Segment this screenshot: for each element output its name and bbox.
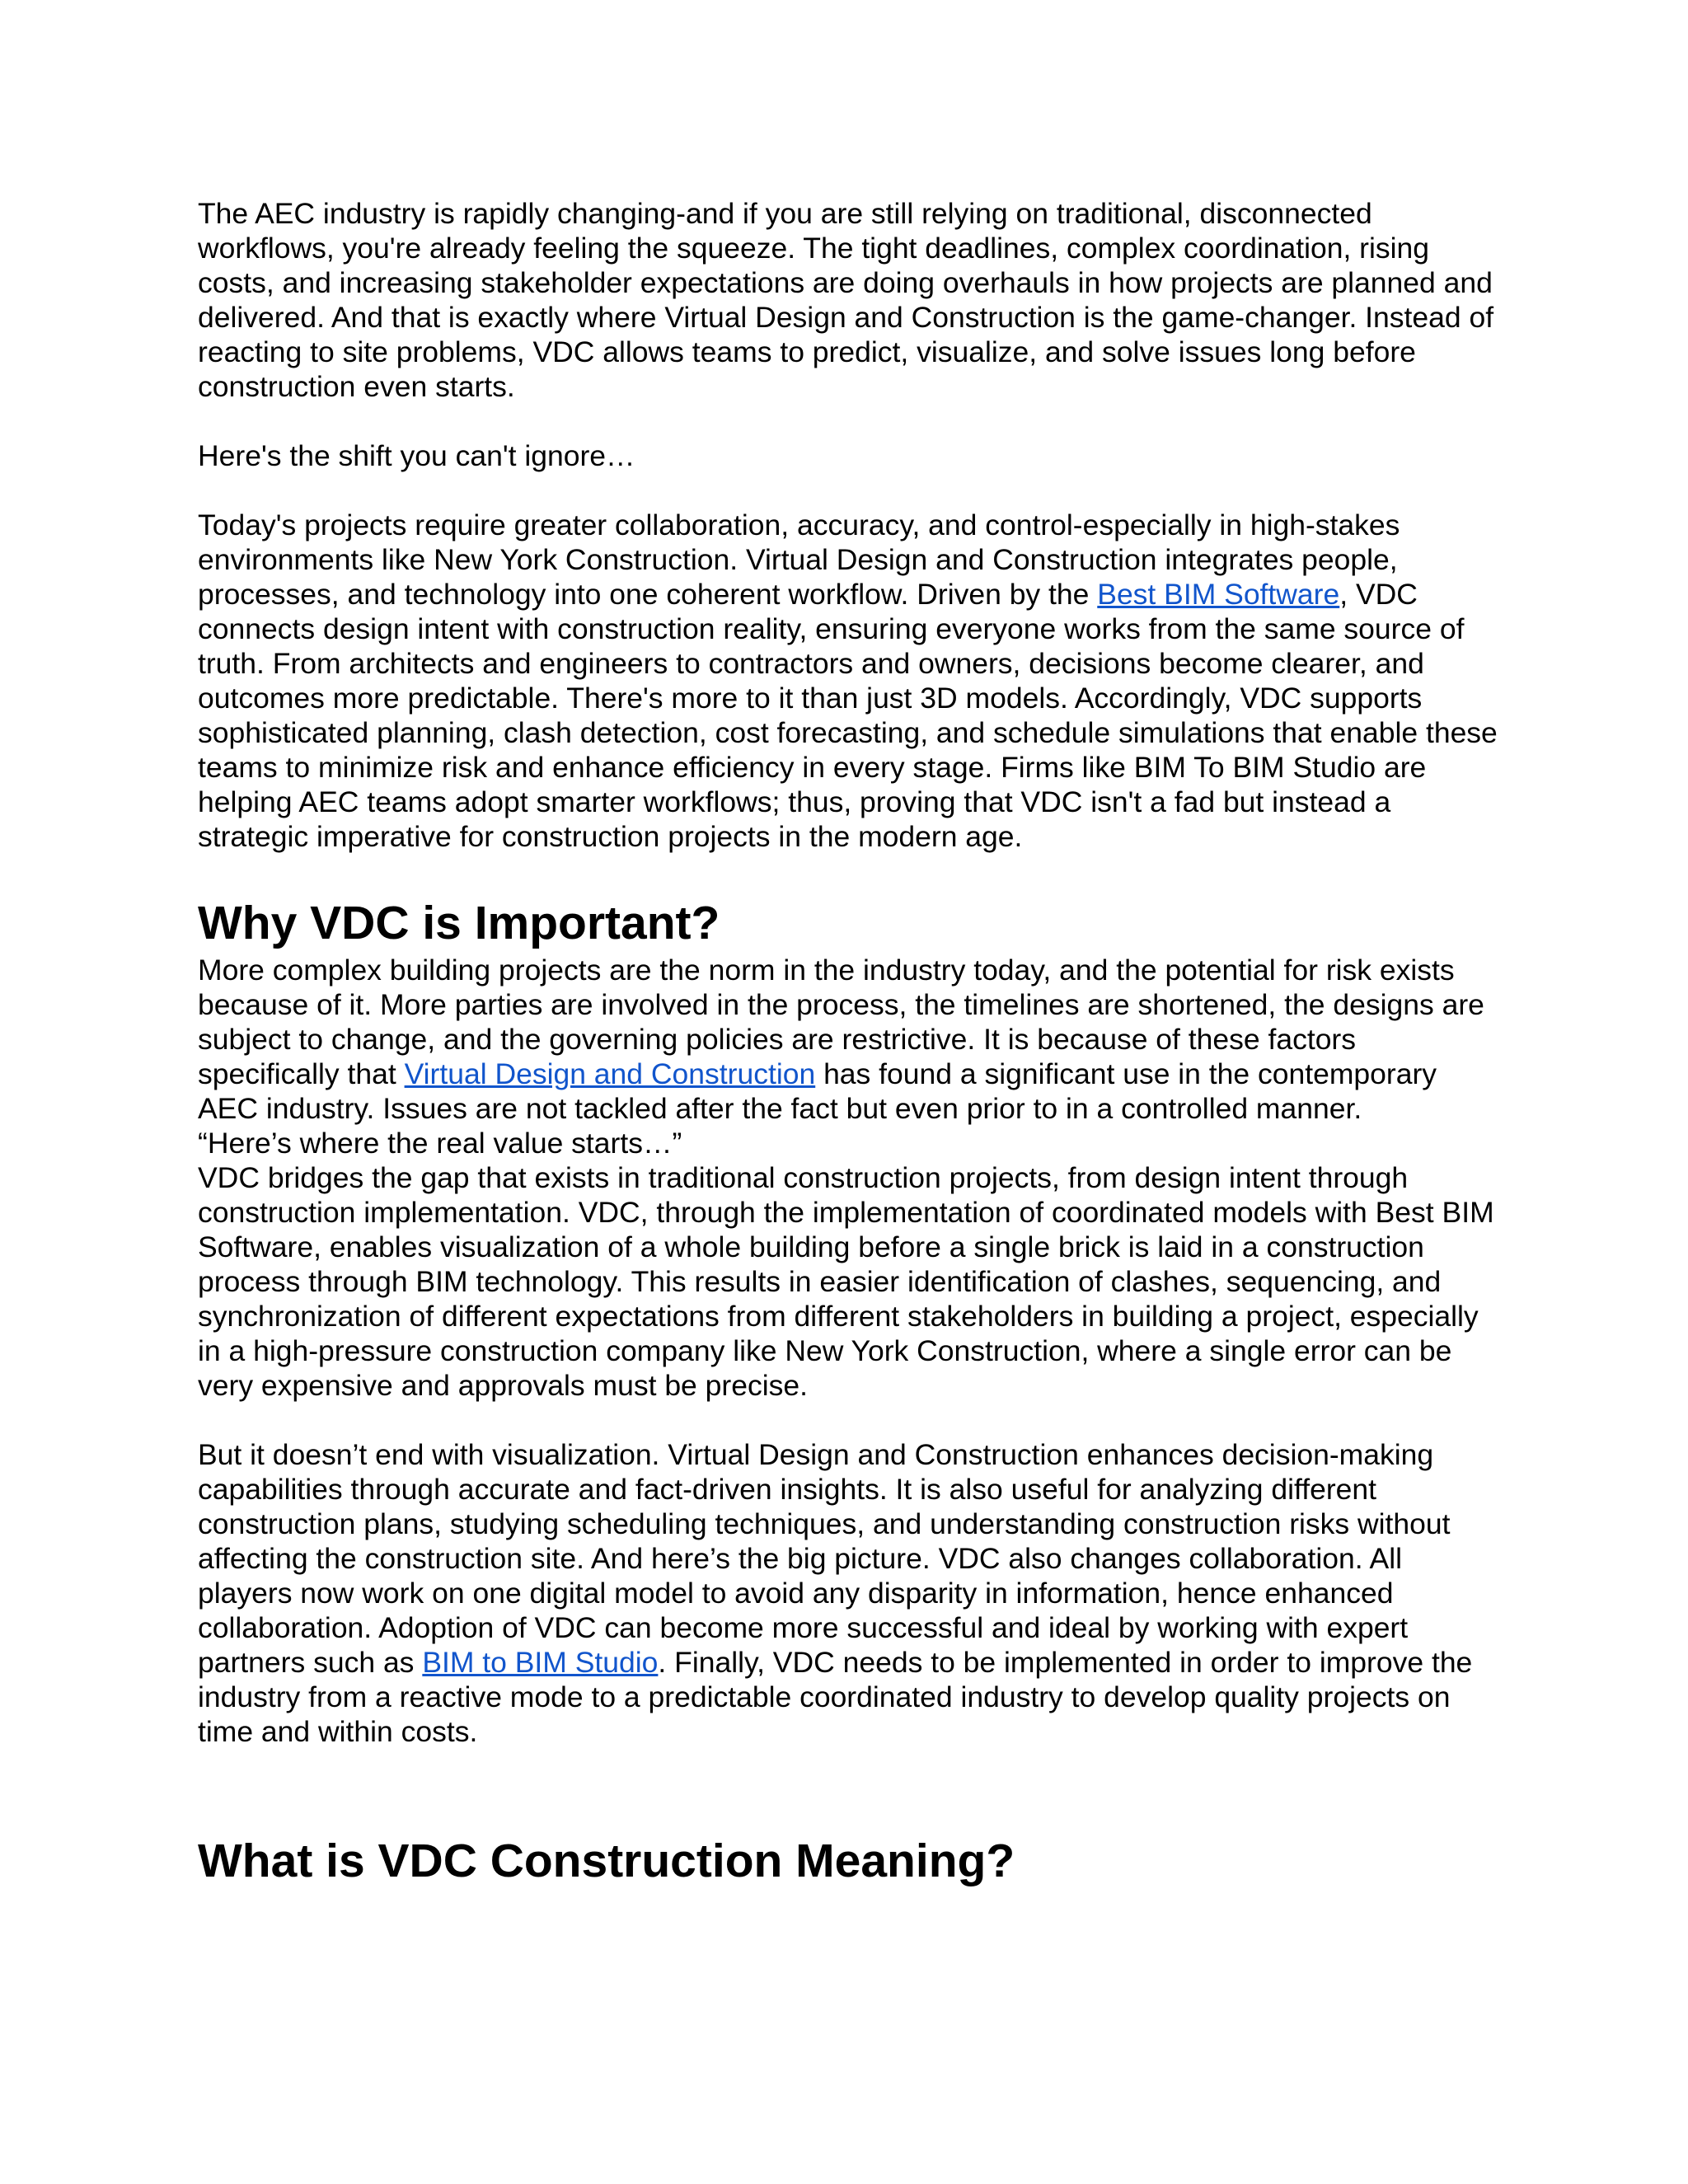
paragraph-shift: Here's the shift you can't ignore… (198, 439, 635, 472)
heading-vdc-construction-meaning: What is VDC Construction Meaning? (198, 1835, 1015, 1887)
paragraph-text: has found a significant use in the contemporary AEC industry. Issues are not tackled after the fact but even prior to in a controlled manner. (198, 1057, 1437, 1125)
paragraph-text: . Finally, VDC needs to be implemented in order to improve the industry from a reactive mode to a predictable coordinated industry to develop quality projects on time and within costs. (198, 1646, 1473, 1748)
paragraph-visualization (198, 1437, 1500, 1749)
paragraph-text: Today's projects require greater collaboration, accuracy, and control-especially in high-stakes environments like New York Construction. Virtual Design and Construction integrates people, processes, and technology into one coherent workflow. Driven by the (198, 509, 1400, 611)
heading-why-vdc-important: Why VDC is Important? (198, 897, 720, 949)
paragraph-intro: The AEC industry is rapidly changing-and if you are still relying on traditional, disconnected workflows, you're already feeling the squeeze. The tight deadlines, complex coordination, rising costs, and increasing stakeholder expectations are doing overhauls in how projects are planned and delivered. And that is exactly where Virtual Design and Construction is the game-changer. Instead of reacting to site problems, VDC allows teams to predict, visualize, and solve issues long before construction even starts. (198, 197, 1494, 403)
virtual-design-construction-link[interactable]: Virtual Design and Construction (404, 1057, 816, 1090)
document-page (198, 196, 1500, 1887)
paragraph-text: More complex building projects are the norm in the industry today, and the potential for risk exists because of it. More parties are involved in the process, the timelines are shortened, the designs are subject to change, and the governing policies are restrictive. It is because of these factors specifically that (198, 954, 1484, 1090)
paragraph-vdc-bridges: VDC bridges the gap that exists in traditional construction projects, from design intent through construction implementation. VDC, through the implementation of coordinated models with Best BIM Software, enables visualization of a whole building before a single brick is laid in a construction process through BIM technology. This results in easier identification of clashes, sequencing, and synchronization of different expectations from different stakeholders in building a project, especially in a high-pressure construction company like New York Construction, where a single error can be very expensive and approvals must be precise. (198, 1161, 1494, 1402)
paragraph-complex-projects (198, 953, 1500, 1126)
paragraph-todays-projects (198, 508, 1500, 854)
paragraph-text: But it doesn’t end with visualization. Virtual Design and Construction enhances decision-making capabilities through accurate and fact-driven insights. It is also useful for analyzing different construction plans, studying scheduling techniques, and understanding construction risks without affecting the construction site. And here’s the big picture. VDC also changes collaboration. All players now work on one digital model to avoid any disparity in information, hence enhanced collaboration. Adoption of VDC can become more successful and ideal by working with expert partners such as (198, 1438, 1451, 1679)
bim-to-bim-studio-link[interactable]: BIM to BIM Studio (422, 1646, 659, 1679)
paragraph-text: , VDC connects design intent with construction reality, ensuring everyone works from the same source of truth. From architects and engineers to contractors and owners, decisions become clearer, and outcomes more predictable. There's more to it than just 3D models. Accordingly, VDC supports sophisticated planning, clash detection, cost forecasting, and schedule simulations that enable these teams to minimize risk and enhance efficiency in every stage. Firms like BIM To BIM Studio are helping AEC teams adopt smarter workflows; thus, proving that VDC isn't a fad but instead a strategic imperative for construction projects in the modern age. (198, 578, 1498, 853)
best-bim-software-link[interactable]: Best BIM Software (1097, 578, 1340, 611)
paragraph-real-value-quote: “Here’s where the real value starts…” (198, 1127, 682, 1160)
